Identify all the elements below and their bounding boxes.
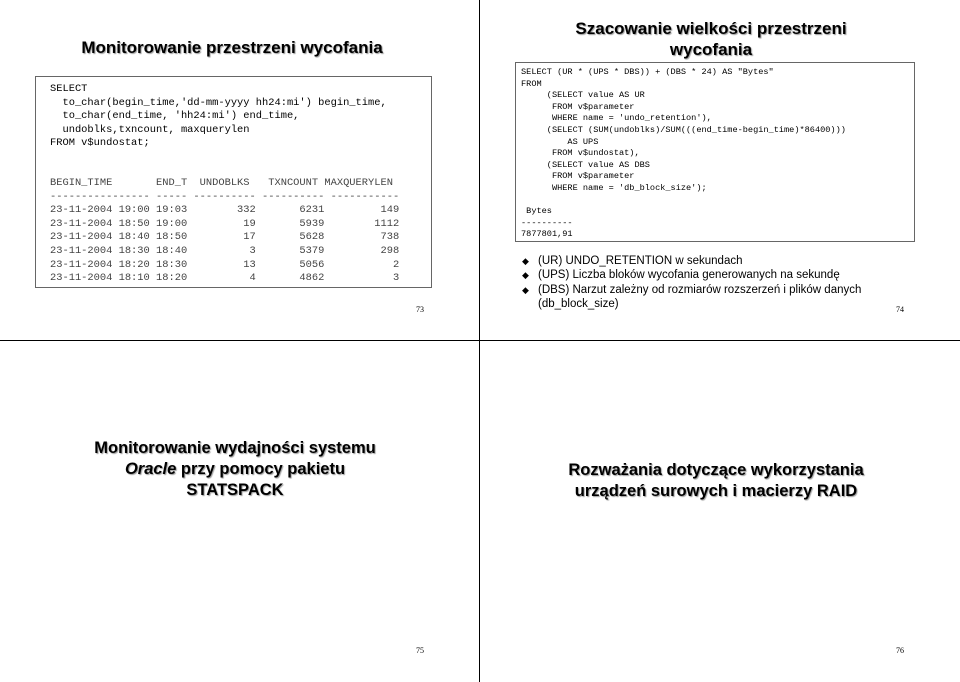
- diamond-bullet-icon: ◆: [522, 256, 529, 266]
- diamond-bullet-icon: ◆: [522, 270, 529, 281]
- slide-76-title: [480, 460, 952, 502]
- slide-75: [0, 341, 479, 682]
- sql-code-box: [35, 76, 432, 288]
- slide-73-title: Monitorowanie przestrzeni wycofania: [81, 38, 383, 57]
- slide-75-title-line1: Monitorowanie wydajności systemu: [94, 439, 376, 457]
- slide-73: [0, 0, 479, 340]
- page-number: 75: [416, 646, 424, 655]
- oracle-word: Oracle: [124, 460, 177, 478]
- slide-75-title: [0, 438, 470, 501]
- list-item: ◆ (UR) UNDO_RETENTION w sekundach: [522, 255, 743, 267]
- slide-74-title-line1: Szacowanie wielkości przestrzeni: [575, 19, 847, 38]
- slide-74-title-line2: wycofania: [669, 40, 753, 59]
- slide-76-title-line2: urządzeń surowych i macierzy RAID: [574, 482, 858, 500]
- page-number: 73: [416, 305, 424, 314]
- slide-74-title: [480, 18, 942, 60]
- query-output-table: BEGIN_TIME END_T UNDOBLKS TXNCOUNT MAXQUERYLEN ---------------- ----- ---------- ---------- ----------- 23-11-2004 19:00 19:03 332 6231 149 23-11-2004 18:50 19:00 19 5939 1112 23-11-2004 18:40 18:50 17 5628 738 23-11-2004 18:30 18:40 3 5379 298 23-11-2004 18:20 18:30 13 5056 2 23-11-2004 18:10 18:20 4 4862 3: [50, 177, 400, 285]
- sql-query: SELECT to_char(begin_time,'dd-mm-yyyy hh24:mi') begin_time, to_char(end_time, 'hh24:mi') end_time, undoblks,txncount, maxquerylen FROM v$undostat;: [50, 83, 387, 150]
- page-number: 76: [896, 646, 904, 655]
- list-item: ◆ (UPS) Liczba bloków wycofania generowanych na sekundę: [522, 269, 840, 282]
- diamond-bullet-icon: ◆: [522, 284, 529, 295]
- slide-76: [480, 341, 960, 682]
- bullet-list: [520, 254, 900, 311]
- slide-75-title-line3: STATSPACK: [186, 481, 284, 499]
- list-item: ◆ (DBS) Narzut zależny od rozmiarów rozszerzeń i plików danych (db_block_size): [522, 283, 862, 310]
- slide-75-title-line2: Oracle przy pomocy pakietu: [124, 460, 346, 478]
- page-number: 74: [896, 305, 904, 314]
- sql-query: SELECT (UR * (UPS * DBS)) + (DBS * 24) AS "Bytes" FROM (SELECT value AS UR FROM v$parameter WHERE name = 'undo_retention'), (SELECT (SUM(undoblks)/SUM(((end_time-begin_time)*86400))) AS UPS FROM v$undostat), (SELECT value AS DBS FROM v$parameter WHERE name = 'db_block_size'); Bytes ---------- 7877801,91: [521, 67, 846, 240]
- slide-74: [480, 0, 960, 340]
- slide-76-title-line1: Rozważania dotyczące wykorzystania: [568, 461, 864, 479]
- sql-code-box: [515, 62, 915, 242]
